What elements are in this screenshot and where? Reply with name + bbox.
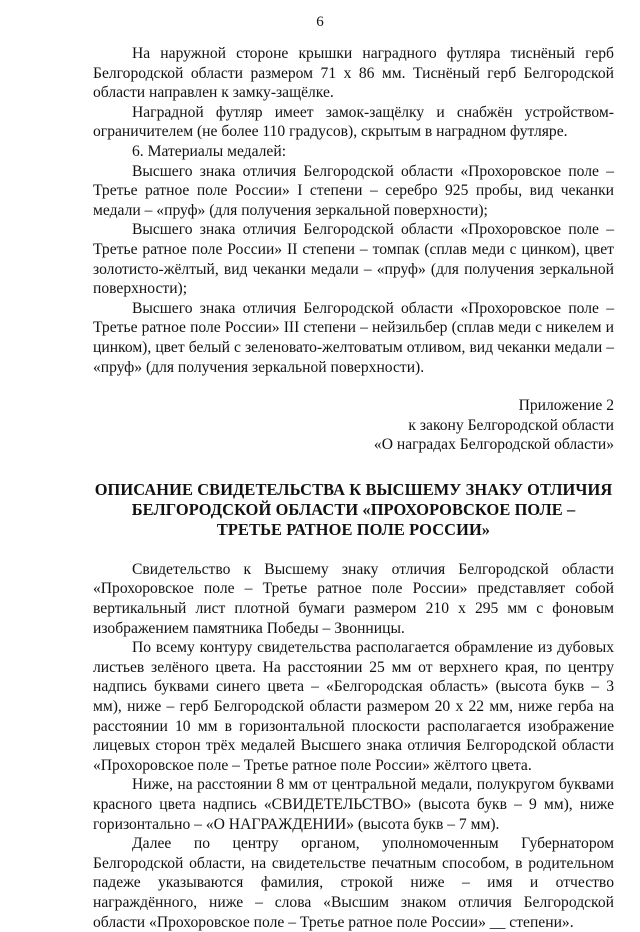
paragraph-case-lid: На наружной стороне крышки наградного футляра тиснёный герб Белгородской области размером 71 х 86 мм. Тиснёный герб Белгородской области направлен к замку-защёлке. <box>93 45 614 102</box>
paragraph-material-degree-2: Высшего знака отличия Белгородской области «Прохоровское поле – Третье ратное поле России» II степени – томпак (сплав меди с цинком), цвет золотисто-жёлтый, вид чеканки медали – «пруф» (для получения зеркальной поверхности); <box>93 221 614 298</box>
appendix-line-3: «О наградах Белгородской области» <box>373 436 614 454</box>
paragraph-certificate-description: Свидетельство к Высшему знаку отличия Белгородской области «Прохоровское поле – Третье ратное поле России» представляет собой вертикальный лист плотной бумаги размером 210 х 295 мм с фоновым изображением памятника Победы – Звонницы. <box>93 560 614 637</box>
paragraph-certificate-recipient: Далее по центру органом, уполномоченным Губернатором Белгородской области, на свидетельстве печатным способом, в родительном падеже указываются фамилия, строкой ниже – имя и отчество награждённого, ниже – слова «Высшим знаком отличия Белгородской области «Прохоровское поле – Третье ратное поле России» __ степени». <box>93 835 614 931</box>
paragraph-material-degree-3: Высшего знака отличия Белгородской области «Прохоровское поле – Третье ратное поле России» III степени – нейзильбер (сплав меди с никелем и цинком), цвет белый с зеленовато-желтоватым отливом, вид чеканки медали – «пруф» (для получения зеркальной поверхности). <box>93 299 614 376</box>
appendix-block <box>93 396 614 455</box>
heading-line-2: БЕЛГОРОДСКОЙ ОБЛАСТИ «ПРОХОРОВСКОЕ ПОЛЕ – <box>131 499 576 519</box>
document-content <box>93 44 614 932</box>
page-number: 6 <box>316 14 324 30</box>
paragraph-materials-heading: 6. Материалы медалей: <box>132 142 287 160</box>
section-heading <box>93 480 614 540</box>
appendix-line-2: к закону Белгородской области <box>408 416 614 434</box>
heading-line-3: ТРЕТЬЕ РАТНОЕ ПОЛЕ РОССИИ» <box>216 519 491 539</box>
paragraph-certificate-border: По всему контуру свидетельства располагается обрамление из дубовых листьев зелёного цвета. На расстоянии 25 мм от верхнего края, по центру надпись буквами синего цвета – «Белгородская область» (высота букв – 3 мм), ниже – герб Белгородской области размером 20 х 22 мм, ниже герба на расстоянии 10 мм в горизонтальной плоскости располагается изображение лицевых сторон трёх медалей Высшего знака отличия Белгородской области «Прохоровское поле – Третье ратное поле России» жёлтого цвета. <box>93 639 614 774</box>
heading-line-1: ОПИСАНИЕ СВИДЕТЕЛЬСТВА К ВЫСШЕМУ ЗНАКУ ОТЛИЧИЯ <box>94 479 613 499</box>
appendix-line-1: Приложение 2 <box>518 397 614 415</box>
paragraph-case-lock: Наградной футляр имеет замок-защёлку и снабжён устройством-ограничителем (не более 110 градусов), скрытым в наградном футляре. <box>93 103 614 141</box>
paragraph-material-degree-1: Высшего знака отличия Белгородской области «Прохоровское поле – Третье ратное поле России» I степени – серебро 925 пробы, вид чеканки медали – «пруф» (для получения зеркальной поверхности); <box>93 162 614 219</box>
paragraph-certificate-title: Ниже, на расстоянии 8 мм от центральной медали, полукругом буквами красного цвета надпись «СВИДЕТЕЛЬСТВО» (высота букв – 9 мм), ниже горизонтально – «О НАГРАЖДЕНИИ» (высота букв – 7 мм). <box>93 776 614 833</box>
